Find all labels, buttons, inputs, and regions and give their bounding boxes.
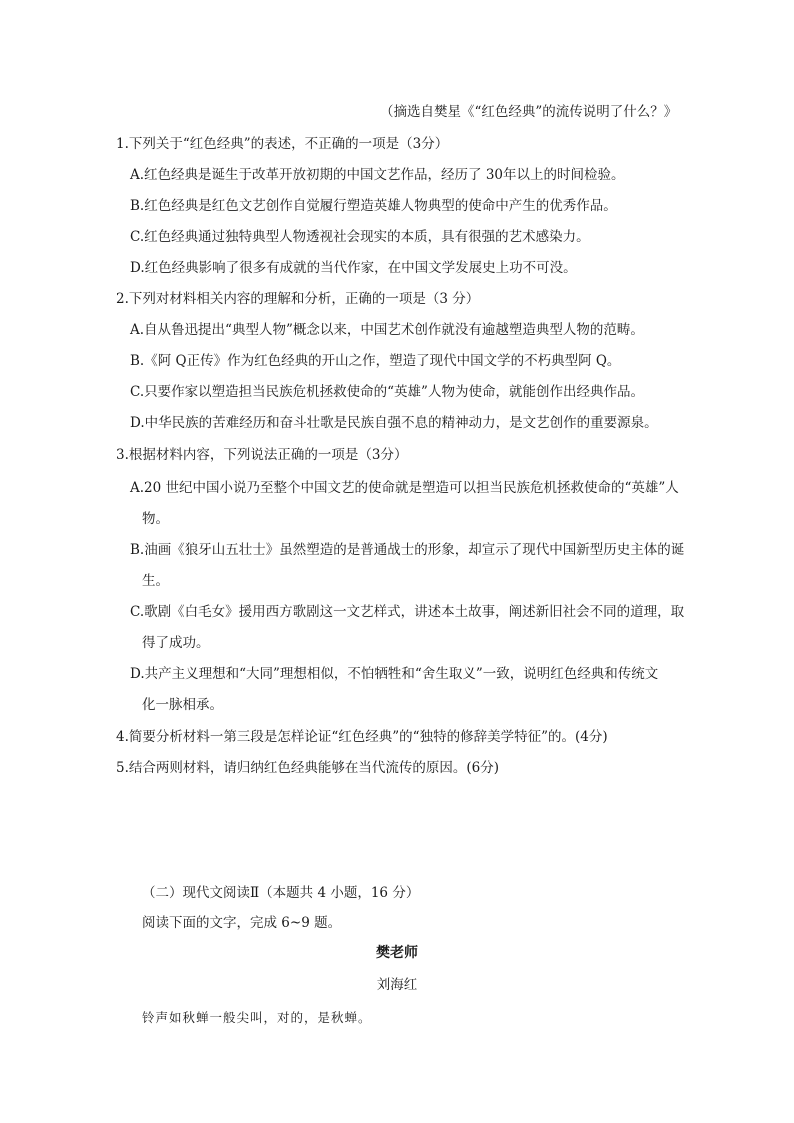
question-3-stem: 3.根据材料内容，下列说法正确的一项是（3分） <box>116 447 408 463</box>
source-citation: （摘选自樊星《“红色经典”的流传说明了什么？》 <box>380 104 678 120</box>
question-1-option-b: B.红色经典是红色文艺创作自觉履行塑造英雄人物典型的使命中产生的优秀作品。 <box>130 198 617 214</box>
story-author: 刘海红 <box>376 977 418 993</box>
question-2-stem: 2.下列对材料相关内容的理解和分析，正确的一项是（3 分） <box>116 291 480 307</box>
question-3-option-a: A.20 世纪中国小说乃至整个中国文艺的使命就是塑造可以担当民族危机拯救使命的“英雄”人 <box>130 480 679 496</box>
question-3-option-d: D.共产主义理想和“大同”理想相似，不怕牺牲和“舍生取义”一致，说明红色经典和传统文 <box>130 666 659 682</box>
question-2-option-d: D.中华民族的苦难经历和奋斗壮歌是民族自强不息的精神动力，是文艺创作的重要源泉。 <box>130 415 658 431</box>
story-title: 樊老师 <box>376 945 418 961</box>
section-instruction: 阅读下面的文字，完成 6~9 题。 <box>142 915 342 931</box>
question-1-option-a: A.红色经典是诞生于改革开放初期的中国文艺作品，经历了 30年以上的时间检验。 <box>130 167 625 183</box>
story-first-line: 铃声如秋蝉一般尖叫，对的，是秋蝉。 <box>142 1010 372 1025</box>
question-1-stem: 1.下列关于“红色经典”的表述，不正确的一项是（3分） <box>116 136 449 152</box>
question-4-stem: 4.简要分析材料一第三段是怎样论证“红色经典”的“独特的修辞美学特征”的。(4分) <box>116 729 608 745</box>
question-3-option-c: C.歌剧《白毛女》援用西方歌剧这一文艺样式，讲述本土故事，阐述新旧社会不同的道理，取 <box>130 604 685 620</box>
question-2-option-b: B.《阿 Q正传》作为红色经典的开山之作，塑造了现代中国文学的不朽典型阿 Q。 <box>130 353 621 369</box>
question-3-option-a-cont: 物。 <box>142 511 169 527</box>
section-heading: （二）现代文阅读Ⅱ（本题共 4 小题，16 分） <box>142 885 420 901</box>
question-1-option-c: C.红色经典通过独特典型人物透视社会现实的本质，具有很强的艺术感染力。 <box>130 229 590 245</box>
question-2-option-c: C.只要作家以塑造担当民族危机拯救使命的“英雄”人物为使命，就能创作出经典作品。 <box>130 384 644 400</box>
question-1-option-d: D.红色经典影响了很多有成就的当代作家，在中国文学发展史上功不可没。 <box>130 260 577 276</box>
question-3-option-c-cont: 得了成功。 <box>142 635 210 651</box>
question-3-option-b: B.油画《狼牙山五壮士》虽然塑造的是普通战士的形象，却宣示了现代中国新型历史主体的诞 <box>130 542 685 558</box>
question-3-option-b-cont: 生。 <box>142 573 169 589</box>
question-5-stem: 5.结合两则材料，请归纳红色经典能够在当代流传的原因。(6分) <box>116 760 500 776</box>
question-2-option-a: A.自从鲁迅提出“典型人物”概念以来，中国艺术创作就没有逾越塑造典型人物的范畴。 <box>130 322 644 338</box>
question-3-option-d-cont: 化一脉相承。 <box>142 697 223 713</box>
